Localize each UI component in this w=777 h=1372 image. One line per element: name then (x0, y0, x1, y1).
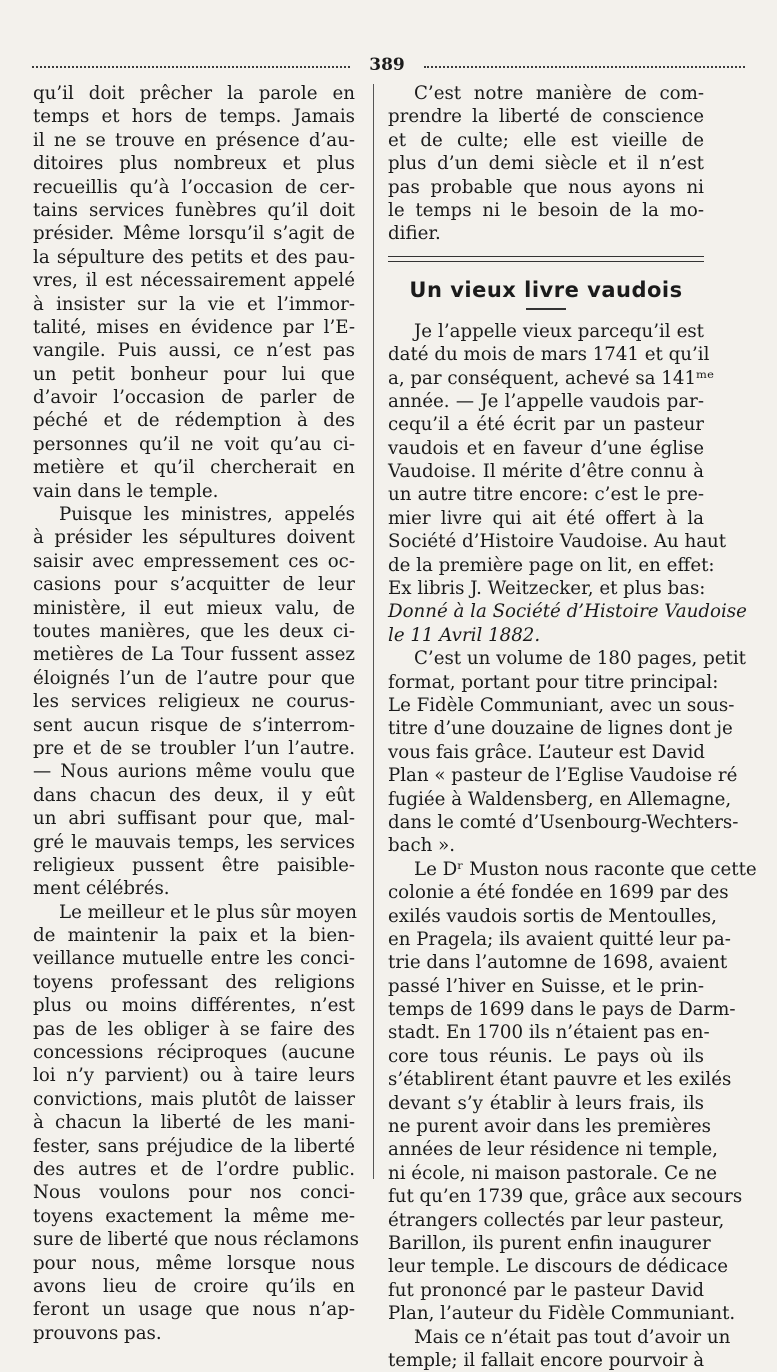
text-line: plus d’un demi siècle et il n’est (388, 153, 704, 175)
text-line: Vaudoise. Il mérite d’être connu à (388, 461, 704, 483)
text-line: pas probable que nous ayons ni (388, 176, 704, 198)
text-line: années de leur résidence ni temple, (388, 1139, 718, 1161)
text-line: sure de liberté que nous réclamons (33, 1229, 359, 1251)
text-line: un petit bonheur pour lui que (33, 363, 355, 385)
text-line: de la première page on lit, en effet: (388, 554, 715, 576)
text-line: dans le comté d’Usenbourg-Wechters- (388, 811, 739, 833)
text-line: daté du mois de mars 1741 et qu’il (388, 344, 710, 366)
text-line: format, portant pour titre principal: (388, 671, 719, 693)
text-line: talité, mises en évidence par l’E- (33, 316, 355, 338)
text-line: fugiée à Waldensberg, en Allemagne, (388, 788, 732, 810)
text-line: et de culte; elle est vieille de (388, 129, 704, 151)
text-line: mier livre qui ait été offert à la (388, 507, 704, 529)
text-line: personnes qu’il ne voit qu’au ci- (33, 433, 355, 455)
text-line: Le meilleur et le plus sûr moyen (59, 901, 358, 923)
text-line: casions pour s’acquitter de leur (33, 574, 355, 596)
text-line: de maintenir la paix et la bien- (33, 925, 355, 947)
text-line: cequ’il a été écrit par un pasteur (388, 414, 704, 436)
text-line: colonie a été fondée en 1699 par des (388, 882, 729, 904)
text-line: à chacun la liberté de les mani- (33, 1112, 355, 1134)
text-line: temps et hors de temps. Jamais (33, 106, 355, 128)
text-line: saisir avec empressement ces oc- (33, 550, 355, 572)
text-line: temple; il fallait encore pourvoir à (388, 1349, 705, 1371)
text-line: metières de La Tour fussent assez (33, 644, 355, 666)
text-line: le 11 Avril 1882. (388, 624, 541, 646)
text-line: le temps ni le besoin de la mo- (388, 199, 704, 221)
text-line: concessions réciproques (aucune (33, 1042, 355, 1064)
text-line: ni école, ni maison pastorale. Ce ne (388, 1162, 718, 1184)
text-line: à présider les sépultures doivent (33, 527, 355, 549)
text-line: fut qu’en 1739 que, grâce aux secours (388, 1186, 743, 1208)
text-line: Le Fidèle Communiant, avec un sous- (388, 694, 735, 716)
text-line: fut prononcé par le pasteur David (388, 1279, 704, 1301)
text-line: vaudois et en faveur d’une église (388, 437, 704, 459)
section-separator (388, 256, 704, 262)
text-line: convictions, mais plutôt de laisser (33, 1088, 355, 1110)
header-rule-left (32, 66, 350, 68)
text-line: recueillis qu’à l’occasion de cer- (33, 176, 355, 198)
text-line: Puisque les ministres, appelés (59, 504, 355, 526)
text-line: ne purent avoir dans les premières (388, 1116, 711, 1138)
text-line: ditoires plus nombreux et plus (33, 153, 355, 175)
text-line: un abri suffisant pour que, mal- (33, 808, 355, 830)
text-line: difier. (388, 223, 441, 245)
text-line: fester, sans préjudice de la liberté (33, 1135, 355, 1157)
title-dash (526, 308, 566, 310)
text-line: Nous voulons pour nos conci- (33, 1182, 355, 1204)
text-line: dans chacun des deux, il y eût (33, 784, 355, 806)
text-line: Société d’Histoire Vaudoise. Au haut (388, 531, 727, 553)
text-line: gré le mauvais temps, les services (33, 831, 355, 853)
text-line: C’est un volume de 180 pages, petit (414, 648, 746, 670)
text-line: Je l’appelle vieux parcequ’il est (414, 320, 704, 342)
text-line: s’établirent étant pauvre et les exilés (388, 1069, 732, 1091)
text-line: stadt. En 1700 ils n’étaient pas en- (388, 1022, 710, 1044)
right-body (388, 320, 757, 1372)
text-line: la sépulture des petits et des pau- (33, 246, 355, 268)
text-line: loi n’y parvient) ou à taire leurs (33, 1065, 355, 1087)
text-line: ment célébrés. (33, 878, 170, 900)
text-line: des autres et de l’ordre public. (33, 1158, 355, 1180)
text-line: il ne se trouve en présence d’au- (33, 129, 355, 151)
text-line: ministère, il eut mieux valu, de (33, 597, 355, 619)
column-divider (373, 84, 374, 1179)
text-line: bach ». (388, 835, 456, 857)
text-line: sent aucun risque de s’interrom- (33, 714, 355, 736)
text-line: Mais ce n’était pas tout d’avoir un (414, 1326, 731, 1348)
text-line: étrangers collectés par leur pasteur, (388, 1209, 725, 1231)
text-line: vangile. Puis aussi, ce n’est pas (33, 340, 355, 362)
text-line: à insister sur la vie et l’immor- (33, 293, 355, 315)
section-title: Un vieux livre vaudois (409, 277, 683, 302)
text-line: Ex libris J. Weitzecker, et plus bas: (388, 578, 706, 600)
text-line: Plan, l’auteur du Fidèle Communiant. (388, 1303, 736, 1325)
text-line: vous fais grâce. L’auteur est David (388, 741, 705, 763)
page-number: 389 (369, 55, 405, 75)
text-line: plus ou moins différentes, n’est (33, 995, 355, 1017)
text-line: pre et de se troubler l’un l’autre. (33, 737, 355, 759)
text-line: tains services funèbres qu’il doit (33, 199, 355, 221)
text-line: metière et qu’il chercherait en (33, 457, 355, 479)
text-line: péché et de rédemption à des (33, 410, 355, 432)
text-line: — Nous aurions même voulu que (33, 761, 355, 783)
header-rule-right (424, 66, 745, 68)
text-line: un autre titre encore: c’est le pre- (388, 484, 704, 506)
text-line: titre d’une douzaine de lignes dont je (388, 718, 733, 740)
text-line: core tous réunis. Le pays où ils (388, 1045, 704, 1067)
text-line: temps de 1699 dans le pays de Darm- (388, 999, 736, 1021)
text-line: en Pragela; ils avaient quitté leur pa- (388, 928, 731, 950)
text-line: pour nous, même lorsque nous (33, 1252, 355, 1274)
page-header (32, 55, 745, 75)
text-line: Plan « pasteur de l’Eglise Vaudoise ré (388, 765, 738, 787)
text-line: vres, il est nécessairement appelé (33, 270, 355, 292)
text-line: Donné à la Société d’Histoire Vaudoise (388, 601, 747, 623)
text-line: exilés vaudois sortis de Mentoulles, (388, 905, 717, 927)
text-line: toyens exactement la même me- (33, 1205, 355, 1227)
text-line: année. — Je l’appelle vaudois par- (388, 390, 704, 412)
text-line: pas de les obliger à se faire des (33, 1018, 355, 1040)
text-line: prouvons pas. (33, 1322, 162, 1344)
text-line: a, par conséquent, achevé sa 141ᵐᵉ (388, 367, 715, 389)
text-line: d’avoir l’occasion de parler de (33, 387, 355, 409)
text-line: veillance mutuelle entre les conci- (33, 948, 355, 970)
text-line: vain dans le temple. (33, 480, 219, 502)
text-line: les services religieux ne courus- (33, 691, 355, 713)
text-line: toutes manières, que les deux ci- (33, 620, 355, 642)
text-line: présider. Même lorsqu’il s’agit de (33, 223, 355, 245)
text-line: trie dans l’automne de 1698, avaient (388, 952, 728, 974)
text-line: C’est notre manière de com- (414, 83, 704, 104)
text-line: leur temple. Le discours de dédicace (388, 1256, 728, 1278)
text-line: Barillon, ils purent enfin inaugurer (388, 1232, 711, 1254)
text-line: toyens professant des religions (33, 971, 355, 993)
text-line: qu’il doit prêcher la parole en (33, 83, 355, 104)
text-line: prendre la liberté de conscience (388, 106, 704, 128)
text-line: devant s’y établir à leurs frais, ils (388, 1092, 704, 1114)
right-column (388, 82, 757, 1372)
left-column (33, 82, 359, 1345)
right-intro-paragraph (388, 82, 704, 246)
text-line: éloignés l’un de l’autre pour que (33, 667, 355, 689)
text-line: feront un usage que nous n’ap- (33, 1299, 355, 1321)
text-line: religieux pussent être paisible- (33, 854, 355, 876)
text-line: avons lieu de croire qu’ils en (33, 1275, 355, 1297)
text-line: passé l’hiver en Suisse, et le prin- (388, 975, 704, 997)
text-line: Le Dʳ Muston nous raconte que cette (414, 858, 757, 880)
